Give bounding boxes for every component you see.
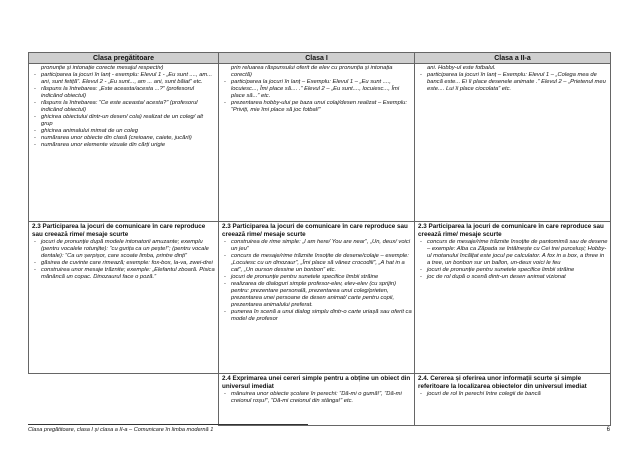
- table-row: [29, 222, 611, 374]
- section-title: 2.3 Participarea la jocuri de comunicare în care reproduce sau creează rime/ mesaje scurte: [222, 223, 408, 238]
- list-item: - joc de rol după o scenă dintr-un desen animat vizionat: [418, 274, 608, 281]
- list-item: - jocuri de pronunție pentru sunetele specifice limbii străine: [418, 267, 608, 274]
- list-item: - prezentarea hobby-ului pe baza unui colaj/desen realizat – Exemplu: “Priviți, mie îmi place să joc fotbal!”: [222, 100, 412, 114]
- list-item: - mânuirea unor obiecte școlare în perechi: “Dă-mi o gumă!”, “Dă-mi creionul roșu!”, “Dă-mi creionul din stânga!” etc.: [222, 391, 412, 405]
- cell-row3-col2: [219, 374, 415, 426]
- list-item: - jocuri de pronunție pentru sunetele specifice limbii străine: [222, 274, 412, 281]
- cell-row1-col3: [415, 64, 611, 222]
- header-clasa-a-ii-a: Clasa a II-a: [415, 53, 611, 64]
- header-clasa-pregatitoare: Clasa pregătitoare: [29, 53, 219, 64]
- cell-row1-col2: [219, 64, 415, 222]
- table-row: [29, 64, 611, 222]
- cell-row2-col2: [219, 222, 415, 374]
- list-item: prin reluarea răspunsului oferit de elev cu pronunția și intonația corectă): [231, 65, 393, 78]
- cell-row3-col1-empty: [29, 374, 219, 426]
- list-item: - răspuns la întrebarea: “Ce este aceasta/ acesta?” (profesorul indicând obiectul): [32, 100, 216, 114]
- list-item: - concurs de mesaje/rime trăznite însoțite de desene/colaje – exemple: „Locuiesc cu un dinozaur”, „Îmi place să vânez crocodili”, „A hat in a cat”, „Un ourson dessine un bonbon” etc.: [222, 253, 412, 274]
- list-item: - participarea la jocuri în lanț – Exemplu: Elevul 1 – „Eu sunt ...., locuiesc..., Îmi place să.... .” Elevul 2 – „Eu sunt...., locuiesc..., Îmi place să...” etc.: [222, 79, 412, 100]
- section-title: 2.4. Cererea și oferirea unor informații scurte și simple referitoare la localizarea obiectelor din universul imediat: [418, 375, 587, 390]
- list-item: - ghicirea obiectului dintr-un desen/ cola) realizat de un coleg/ alt grup: [32, 114, 216, 128]
- table-header-row: [29, 53, 611, 64]
- section-title: 2.4 Exprimarea unei cereri simple pentru a obține un obiect din universul imediat: [222, 375, 411, 390]
- list-item: - numărarea unor obiecte din clasă (creioane, caiete, jucării): [32, 135, 216, 142]
- cell-row1-col1: [29, 64, 219, 222]
- cell-row2-col3: [415, 222, 611, 374]
- list-item: - numărarea unor elemente vizuale din cărți urigie: [32, 142, 216, 149]
- list-item: - realizarea de dialoguri simple profesor-elev, elev-elev (cu sprijin) pentru: prezentare personală, prezentarea unui coleg/prieten, prezentarea unei persoane de desen animat/ carte pentru copii, prezentarea animalului preferat.: [222, 281, 412, 309]
- list-item: ani. Hobby-ul este fotbalul.: [427, 65, 496, 71]
- section-title: 2.3 Participarea la jocuri de comunicare în care reproduce sau creează rime/ mesaje scurte: [32, 223, 206, 238]
- header-clasa-i: Clasa I: [219, 53, 415, 64]
- curriculum-table: [28, 52, 611, 426]
- footer-divider: [28, 424, 308, 425]
- list-item: - ghicirea animalului mimat de un coleg: [32, 128, 216, 135]
- list-item: - jocuri de pronunție după modele intonatorii amuzante; exemplu (pentru vocalele rotunjite): “cu gurița ca un pește!”; (pentru vocale dentale): “Ca un șerpișor, care scoate limba, printre dinți”: [32, 239, 216, 260]
- list-item: pronunție și intonație corecte mesajul respectiv): [41, 65, 164, 71]
- page-number: 6: [606, 427, 610, 433]
- list-item: - punerea în scenă a unui dialog simplu dintr-o carte uriașă sau oferit ca model de profesor: [222, 309, 412, 323]
- list-item: - jocuri de rol în perechi între colegii de bancă: [418, 391, 608, 398]
- cell-row3-col3: [415, 374, 611, 426]
- list-item: - concurs de mesaje/rime trăznite însoțite de pantomimă sau de desene – exemple: Alba ca Zăpada se întâlnește cu Cei trei purceluși; Hobby-ul motanului încălțat este jocul pe calculator. A fox in a box, a three in a tree, un bonbon sur un ballon, un-deux voici le feu: [418, 239, 608, 267]
- list-item: - construirea unor mesaje trăznite; exemple: „Elefantul zboară. Pisica mănâncă un copac. Dinozaurul face o poză.”: [32, 267, 216, 281]
- list-item: - găsirea de cuvinte care rimează; exemple: fox-box, la-va, zwei-drei: [32, 260, 216, 267]
- table-row: [29, 374, 611, 426]
- footer-text: Clasa pregătitoare, clasa I și clasa a II-a – Comunicare în limba modernă 1: [28, 427, 214, 433]
- list-item: - participarea la jocuri în lanț – Exemplu: Elevul 1 – „Colega mea de bancă este... Ei îi place desenele animate .” Elevul 2 – „Prietenul meu este.... Lui îi place ciocolata” etc.: [418, 72, 608, 93]
- cell-row2-col1: [29, 222, 219, 374]
- list-item: - construirea de rime simple: „I am here/ You are near”, „Un, deux/ voici un jeu”: [222, 239, 412, 253]
- list-item: - participarea la jocuri în lanț - exemplu: Elevul 1 - „Eu sunt ...., am... ani, sunt fetiță”. Elevul 2 - „Eu sunt..., am ... ani, sunt băiat” etc.: [32, 72, 216, 86]
- section-title: 2.3 Participarea la jocuri de comunicare în care reproduce sau creează rime/ mesaje scurte: [418, 223, 604, 238]
- list-item: - răspuns la întrebarea: „Este aceasta/acesta ...?” (profesorul indicând obiectul): [32, 86, 216, 100]
